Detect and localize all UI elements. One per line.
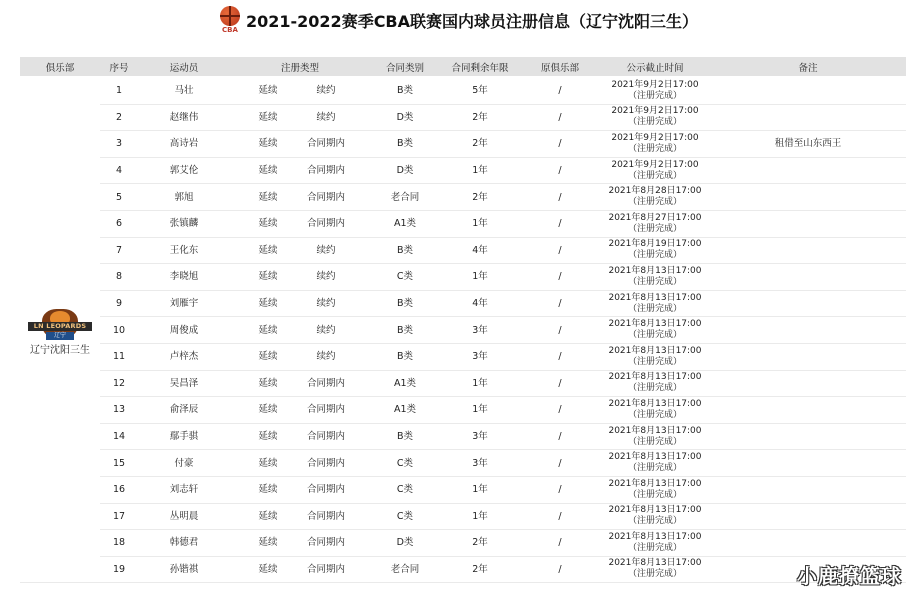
header-registration-type: 注册类型: [230, 57, 370, 77]
original-club: /: [520, 370, 600, 397]
original-club: /: [520, 290, 600, 317]
contract-type: C类: [370, 264, 440, 291]
registration-type: [230, 210, 370, 237]
contract-type: 老合同: [370, 184, 440, 211]
note: [710, 77, 906, 104]
contract-type: B类: [370, 131, 440, 158]
note: [710, 157, 906, 184]
row-number: 15: [100, 450, 138, 477]
deadline-status: （注册完成）: [627, 117, 682, 128]
player-name: 付豪: [138, 450, 230, 477]
header-number: 序号: [100, 57, 138, 77]
note: [710, 476, 906, 503]
row-number: 3: [100, 131, 138, 158]
registration-type: [230, 237, 370, 264]
table-row: [20, 104, 906, 131]
contract-type: D类: [370, 530, 440, 557]
deadline: [600, 210, 710, 237]
registration-subtype: 合同期内: [306, 191, 345, 203]
registration-type: [230, 370, 370, 397]
registration-status: 延续: [258, 404, 278, 416]
player-name: 卢梓杰: [138, 343, 230, 370]
registration-status: 延续: [258, 111, 278, 123]
note: [710, 184, 906, 211]
deadline-status: （注册完成）: [627, 223, 682, 234]
row-number: 14: [100, 423, 138, 450]
registration-status: 延续: [258, 457, 278, 469]
deadline-status: （注册完成）: [627, 356, 682, 367]
registration-type: [230, 556, 370, 583]
table-row: [20, 290, 906, 317]
registration-status: 延续: [258, 510, 278, 522]
remaining-years: 2年: [440, 104, 520, 131]
deadline-status: （注册完成）: [627, 143, 682, 154]
remaining-years: 1年: [440, 397, 520, 424]
original-club: /: [520, 104, 600, 131]
row-number: 8: [100, 264, 138, 291]
registration-subtype: 续约: [316, 85, 336, 97]
player-name: 鄢手骐: [138, 423, 230, 450]
club-logo-subtext: 辽宁: [46, 332, 74, 340]
contract-type: D类: [370, 157, 440, 184]
registration-subtype: 续约: [316, 298, 336, 310]
contract-type: C类: [370, 450, 440, 477]
player-name: 刘志轩: [138, 476, 230, 503]
club-cell: [20, 77, 100, 583]
registration-status: 延续: [258, 218, 278, 230]
table-row: [20, 370, 906, 397]
contract-type: C类: [370, 476, 440, 503]
row-number: 6: [100, 210, 138, 237]
player-name: 李晓旭: [138, 264, 230, 291]
deadline-time: 2021年8月13日17:00: [608, 292, 702, 303]
deadline: [600, 423, 710, 450]
remaining-years: 3年: [440, 423, 520, 450]
player-name: 孙锴祺: [138, 556, 230, 583]
registration-status: 延续: [258, 85, 278, 97]
original-club: /: [520, 131, 600, 158]
deadline-time: 2021年8月13日17:00: [608, 319, 702, 330]
remaining-years: 1年: [440, 157, 520, 184]
player-name: 韩德君: [138, 530, 230, 557]
remaining-years: 2年: [440, 131, 520, 158]
deadline: [600, 264, 710, 291]
registration-status: 延续: [258, 377, 278, 389]
deadline-status: （注册完成）: [627, 542, 682, 553]
contract-type: 老合同: [370, 556, 440, 583]
registration-type: [230, 317, 370, 344]
registration-subtype: 合同期内: [306, 404, 345, 416]
registration-type: [230, 503, 370, 530]
contract-type: A1类: [370, 397, 440, 424]
deadline: [600, 343, 710, 370]
deadline: [600, 450, 710, 477]
table-header-row: [20, 57, 906, 77]
contract-type: B类: [370, 290, 440, 317]
deadline: [600, 131, 710, 158]
registration-type: [230, 104, 370, 131]
deadline-status: （注册完成）: [627, 170, 682, 181]
table-row: [20, 317, 906, 344]
registration-status: 延续: [258, 165, 278, 177]
note: [710, 264, 906, 291]
table-row: [20, 237, 906, 264]
deadline-status: （注册完成）: [627, 569, 682, 580]
registration-type: [230, 184, 370, 211]
row-number: 2: [100, 104, 138, 131]
row-number: 7: [100, 237, 138, 264]
registration-status: 延续: [258, 298, 278, 310]
deadline: [600, 77, 710, 104]
original-club: /: [520, 423, 600, 450]
deadline: [600, 157, 710, 184]
registration-subtype: 续约: [316, 324, 336, 336]
registration-status: 延续: [258, 563, 278, 575]
table-row: [20, 210, 906, 237]
table-row: [20, 397, 906, 424]
row-number: 19: [100, 556, 138, 583]
original-club: /: [520, 210, 600, 237]
table-row: [20, 423, 906, 450]
deadline-status: （注册完成）: [627, 330, 682, 341]
table-row: [20, 157, 906, 184]
original-club: /: [520, 397, 600, 424]
registration-status: 延续: [258, 351, 278, 363]
contract-type: A1类: [370, 370, 440, 397]
registration-status: 延续: [258, 324, 278, 336]
remaining-years: 4年: [440, 290, 520, 317]
deadline-time: 2021年8月13日17:00: [608, 478, 702, 489]
remaining-years: 2年: [440, 184, 520, 211]
deadline-time: 2021年8月13日17:00: [608, 265, 702, 276]
row-number: 18: [100, 530, 138, 557]
row-number: 13: [100, 397, 138, 424]
deadline-time: 2021年8月13日17:00: [608, 372, 702, 383]
note: [710, 530, 906, 557]
header-contract-type: 合同类别: [370, 57, 440, 77]
deadline-time: 2021年8月13日17:00: [608, 345, 702, 356]
deadline-time: 2021年8月13日17:00: [608, 531, 702, 542]
original-club: /: [520, 264, 600, 291]
note: [710, 104, 906, 131]
registration-status: 延续: [258, 244, 278, 256]
deadline-status: （注册完成）: [627, 383, 682, 394]
registration-subtype: 合同期内: [306, 537, 345, 549]
remaining-years: 2年: [440, 530, 520, 557]
watermark: 小鹿撩篮球: [797, 564, 902, 588]
registration-type: [230, 157, 370, 184]
header-note: 备注: [710, 57, 906, 77]
note: [710, 450, 906, 477]
table-row: [20, 131, 906, 158]
registration-type: [230, 131, 370, 158]
deadline-status: （注册完成）: [627, 489, 682, 500]
deadline-status: （注册完成）: [627, 409, 682, 420]
row-number: 9: [100, 290, 138, 317]
header-deadline: 公示截止时间: [600, 57, 710, 77]
note: [710, 317, 906, 344]
deadline-time: 2021年8月13日17:00: [608, 452, 702, 463]
registration-status: 延续: [258, 191, 278, 203]
deadline-status: （注册完成）: [627, 197, 682, 208]
remaining-years: 2年: [440, 556, 520, 583]
note: [710, 397, 906, 424]
deadline-time: 2021年8月27日17:00: [608, 212, 702, 223]
deadline: [600, 370, 710, 397]
original-club: /: [520, 184, 600, 211]
registration-subtype: 合同期内: [306, 457, 345, 469]
registration-status: 延续: [258, 484, 278, 496]
deadline: [600, 530, 710, 557]
note: [710, 503, 906, 530]
registration-type: [230, 450, 370, 477]
registration-status: 延续: [258, 537, 278, 549]
deadline-status: （注册完成）: [627, 90, 682, 101]
deadline-status: （注册完成）: [627, 303, 682, 314]
registration-type: [230, 290, 370, 317]
table-body: [20, 77, 906, 583]
original-club: /: [520, 556, 600, 583]
remaining-years: 1年: [440, 503, 520, 530]
deadline-time: 2021年8月13日17:00: [608, 398, 702, 409]
page-header: [0, 4, 916, 36]
player-name: 郭艾伦: [138, 157, 230, 184]
deadline: [600, 317, 710, 344]
deadline-status: （注册完成）: [627, 276, 682, 287]
row-number: 10: [100, 317, 138, 344]
header-player: 运动员: [138, 57, 230, 77]
player-name: 王化东: [138, 237, 230, 264]
registration-type: [230, 476, 370, 503]
player-name: 赵继伟: [138, 104, 230, 131]
registration-subtype: 合同期内: [306, 138, 345, 150]
deadline-time: 2021年9月2日17:00: [611, 132, 699, 143]
contract-type: B类: [370, 317, 440, 344]
remaining-years: 1年: [440, 370, 520, 397]
registration-type: [230, 423, 370, 450]
row-number: 4: [100, 157, 138, 184]
deadline-status: （注册完成）: [627, 436, 682, 447]
registration-type: [230, 397, 370, 424]
note: [710, 343, 906, 370]
original-club: /: [520, 77, 600, 104]
registration-subtype: 合同期内: [306, 431, 345, 443]
registration-type: [230, 264, 370, 291]
registration-subtype: 续约: [316, 351, 336, 363]
table-row: [20, 450, 906, 477]
original-club: /: [520, 343, 600, 370]
deadline-time: 2021年9月2日17:00: [611, 106, 699, 117]
original-club: /: [520, 450, 600, 477]
row-number: 17: [100, 503, 138, 530]
deadline-time: 2021年8月28日17:00: [608, 186, 702, 197]
registration-subtype: 续约: [316, 111, 336, 123]
deadline-status: （注册完成）: [627, 516, 682, 527]
table-row: [20, 503, 906, 530]
original-club: /: [520, 157, 600, 184]
registration-subtype: 续约: [316, 244, 336, 256]
player-name: 吴昌泽: [138, 370, 230, 397]
table-row: [20, 556, 906, 583]
remaining-years: 3年: [440, 343, 520, 370]
deadline: [600, 237, 710, 264]
basketball-icon: [220, 6, 240, 26]
deadline: [600, 104, 710, 131]
header-original-club: 原俱乐部: [520, 57, 600, 77]
player-name: 马壮: [138, 77, 230, 104]
header-remaining-years: 合同剩余年限: [440, 57, 520, 77]
registration-status: 延续: [258, 431, 278, 443]
player-name: 郭旭: [138, 184, 230, 211]
registration-subtype: 合同期内: [306, 484, 345, 496]
deadline-status: （注册完成）: [627, 463, 682, 474]
remaining-years: 5年: [440, 77, 520, 104]
original-club: /: [520, 503, 600, 530]
contract-type: A1类: [370, 210, 440, 237]
deadline: [600, 503, 710, 530]
remaining-years: 1年: [440, 264, 520, 291]
row-number: 12: [100, 370, 138, 397]
cba-logo-text: CBA: [222, 26, 238, 34]
note: 租借至山东西王: [710, 131, 906, 158]
registration-subtype: 合同期内: [306, 218, 345, 230]
table-row: [20, 476, 906, 503]
cba-logo: [218, 6, 242, 34]
registration-subtype: 续约: [316, 271, 336, 283]
original-club: /: [520, 237, 600, 264]
contract-type: B类: [370, 237, 440, 264]
player-name: 刘雁宇: [138, 290, 230, 317]
player-name: 丛明晨: [138, 503, 230, 530]
player-name: 张镇麟: [138, 210, 230, 237]
table-row: [20, 264, 906, 291]
player-name: 高诗岩: [138, 131, 230, 158]
remaining-years: 3年: [440, 450, 520, 477]
registration-subtype: 合同期内: [306, 510, 345, 522]
table-row: [20, 343, 906, 370]
registration-type: [230, 530, 370, 557]
registration-type: [230, 77, 370, 104]
note: [710, 423, 906, 450]
registration-status: 延续: [258, 271, 278, 283]
contract-type: C类: [370, 503, 440, 530]
table-row: [20, 77, 906, 104]
registration-table: [20, 57, 906, 583]
registration-subtype: 合同期内: [306, 165, 345, 177]
deadline-time: 2021年8月13日17:00: [608, 425, 702, 436]
note: [710, 290, 906, 317]
deadline-time: 2021年9月2日17:00: [611, 159, 699, 170]
header-club: 俱乐部: [20, 57, 100, 77]
club-logo-text: LN LEOPARDS: [28, 322, 92, 331]
row-number: 1: [100, 77, 138, 104]
table-row: [20, 530, 906, 557]
note: [710, 370, 906, 397]
club-name: 辽宁沈阳三生: [30, 344, 90, 356]
row-number: 5: [100, 184, 138, 211]
player-name: 俞泽辰: [138, 397, 230, 424]
contract-type: B类: [370, 343, 440, 370]
deadline: [600, 290, 710, 317]
registration-subtype: 合同期内: [306, 563, 345, 575]
note: [710, 210, 906, 237]
registration-subtype: 合同期内: [306, 377, 345, 389]
deadline-time: 2021年8月19日17:00: [608, 239, 702, 250]
registration-status: 延续: [258, 138, 278, 150]
deadline: [600, 397, 710, 424]
remaining-years: 1年: [440, 210, 520, 237]
contract-type: B类: [370, 77, 440, 104]
registration-type: [230, 343, 370, 370]
original-club: /: [520, 317, 600, 344]
contract-type: B类: [370, 423, 440, 450]
row-number: 16: [100, 476, 138, 503]
deadline: [600, 476, 710, 503]
contract-type: D类: [370, 104, 440, 131]
original-club: /: [520, 476, 600, 503]
player-name: 周俊成: [138, 317, 230, 344]
row-number: 11: [100, 343, 138, 370]
remaining-years: 1年: [440, 476, 520, 503]
original-club: /: [520, 530, 600, 557]
table-row: [20, 184, 906, 211]
deadline-time: 2021年8月13日17:00: [608, 505, 702, 516]
remaining-years: 4年: [440, 237, 520, 264]
deadline: [600, 184, 710, 211]
deadline-time: 2021年8月13日17:00: [608, 558, 702, 569]
leopards-logo: [28, 305, 92, 343]
remaining-years: 3年: [440, 317, 520, 344]
deadline-time: 2021年9月2日17:00: [611, 79, 699, 90]
page-title: 2021-2022赛季CBA联赛国内球员注册信息（辽宁沈阳三生）: [245, 11, 699, 31]
note: [710, 237, 906, 264]
deadline: [600, 556, 710, 583]
deadline-status: （注册完成）: [627, 250, 682, 261]
